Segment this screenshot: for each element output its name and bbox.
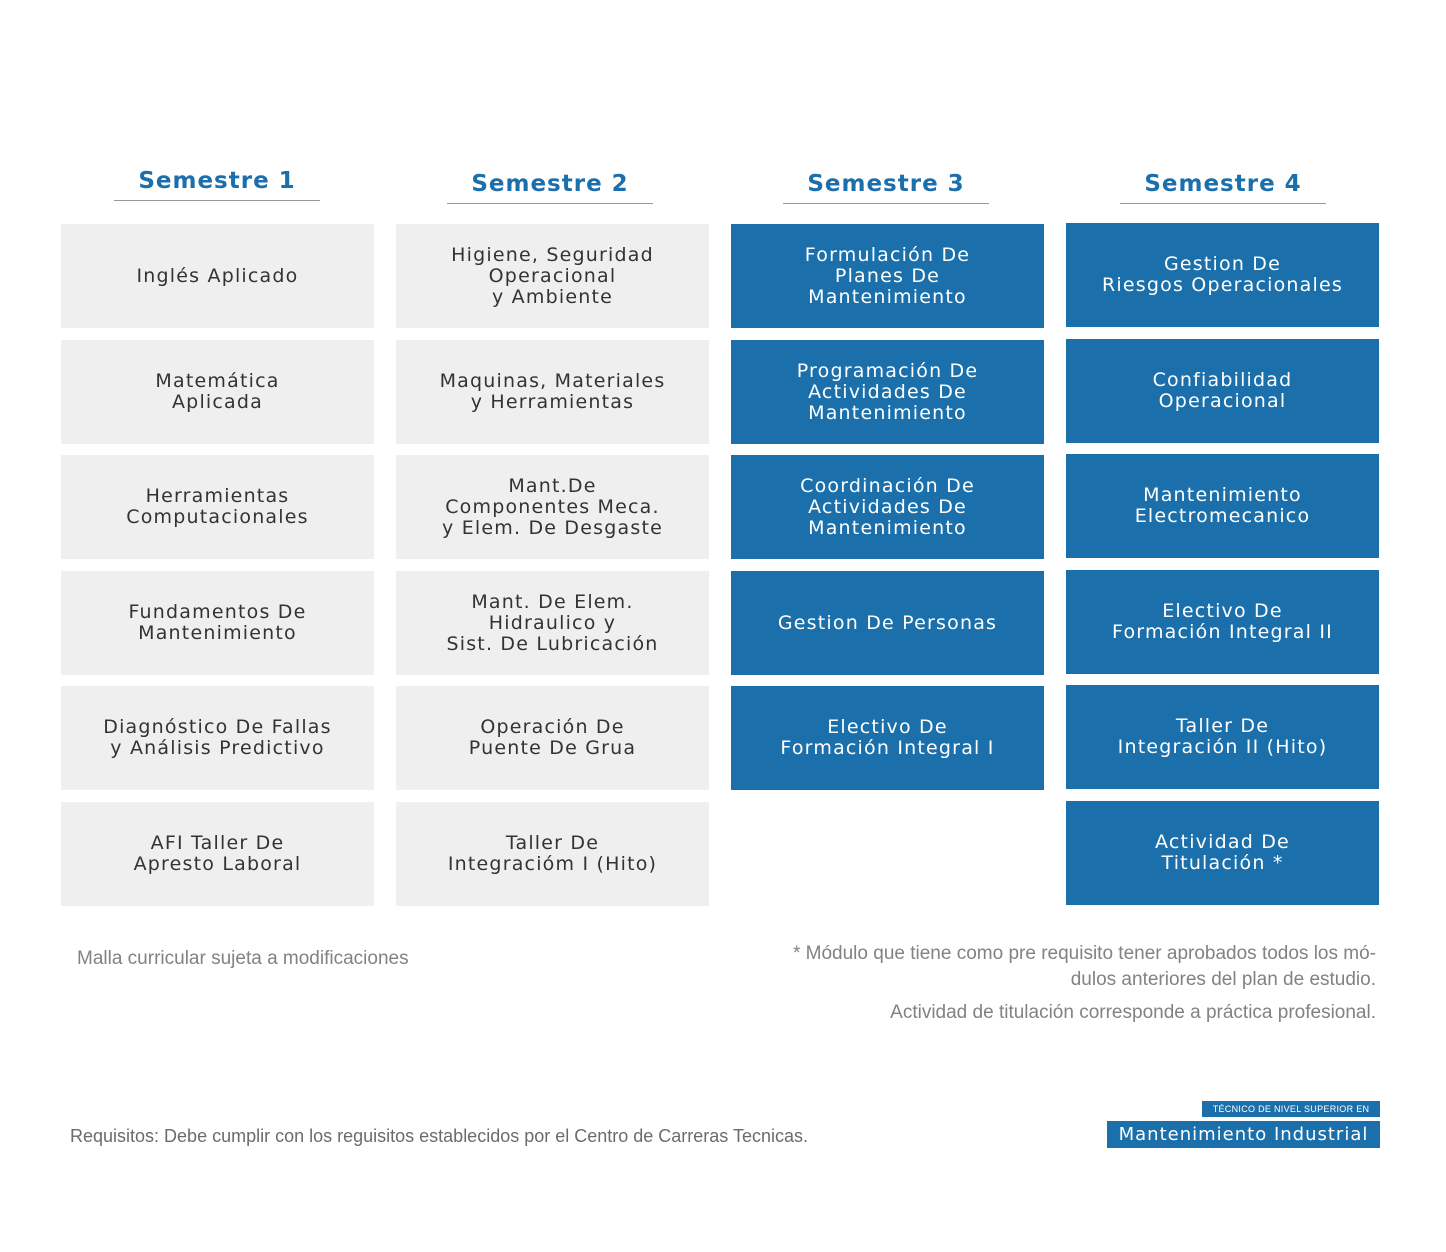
course-cell-s3-2: Programación De Actividades De Mantenimiento [731, 340, 1044, 444]
course-cell-s2-2: Maquinas, Materiales y Herramientas [396, 340, 709, 444]
semester-1-header: Semestre 1 [114, 168, 320, 201]
prerequisite-note-line-2: dulos anteriores del plan de estudio. [1070, 969, 1376, 990]
course-cell-s1-4: Fundamentos De Mantenimiento [61, 571, 374, 675]
course-cell-s4-4: Electivo De Formación Integral II [1066, 570, 1379, 674]
course-cell-s3-4: Gestion De Personas [731, 571, 1044, 675]
course-cell-s4-6: Actividad De Titulación * [1066, 801, 1379, 905]
course-cell-s1-2: Matemática Aplicada [61, 340, 374, 444]
requirements-text: Requisitos: Debe cumplir con los reguisitos establecidos por el Centro de Carreras Tecnicas. [70, 1126, 809, 1146]
course-cell-s2-3: Mant.De Componentes Meca. y Elem. De Desgaste [396, 455, 709, 559]
course-cell-s1-1: Inglés Aplicado [61, 224, 374, 328]
course-cell-s3-1: Formulación De Planes De Mantenimiento [731, 224, 1044, 328]
prerequisite-note-line-1: * Módulo que tiene como pre requisito tener aprobados todos los mó- [792, 943, 1376, 964]
course-cell-s1-3: Herramientas Computacionales [61, 455, 374, 559]
semester-4-header: Semestre 4 [1120, 171, 1326, 204]
curriculum-disclaimer: Malla curricular sujeta a modificaciones [77, 948, 409, 969]
course-cell-s2-4: Mant. De Elem. Hidraulico y Sist. De Lubricación [396, 571, 709, 675]
course-cell-s1-5: Diagnóstico De Fallas y Análisis Predictivo [61, 686, 374, 790]
course-cell-s2-5: Operación De Puente De Grua [396, 686, 709, 790]
titulacion-note: Actividad de titulación corresponde a práctica profesional. [890, 1002, 1376, 1023]
program-level-badge: TÉCNICO DE NIVEL SUPERIOR EN [1202, 1101, 1380, 1117]
course-cell-s3-5: Electivo De Formación Integral I [731, 686, 1044, 790]
course-cell-s4-1: Gestion De Riesgos Operacionales [1066, 223, 1379, 327]
course-cell-s4-3: Mantenimiento Electromecanico [1066, 454, 1379, 558]
course-cell-s4-5: Taller De Integración II (Hito) [1066, 685, 1379, 789]
course-cell-s2-6: Taller De Integracióm I (Hito) [396, 802, 709, 906]
course-cell-s3-3: Coordinación De Actividades De Mantenimiento [731, 455, 1044, 559]
semester-3-header: Semestre 3 [783, 171, 989, 204]
course-cell-s2-1: Higiene, Seguridad Operacional y Ambiente [396, 224, 709, 328]
course-cell-s4-2: Confiabilidad Operacional [1066, 339, 1379, 443]
course-cell-s1-6: AFI Taller De Apresto Laboral [61, 802, 374, 906]
program-name-badge: Mantenimiento Industrial [1107, 1121, 1380, 1148]
semester-2-header: Semestre 2 [447, 171, 653, 204]
